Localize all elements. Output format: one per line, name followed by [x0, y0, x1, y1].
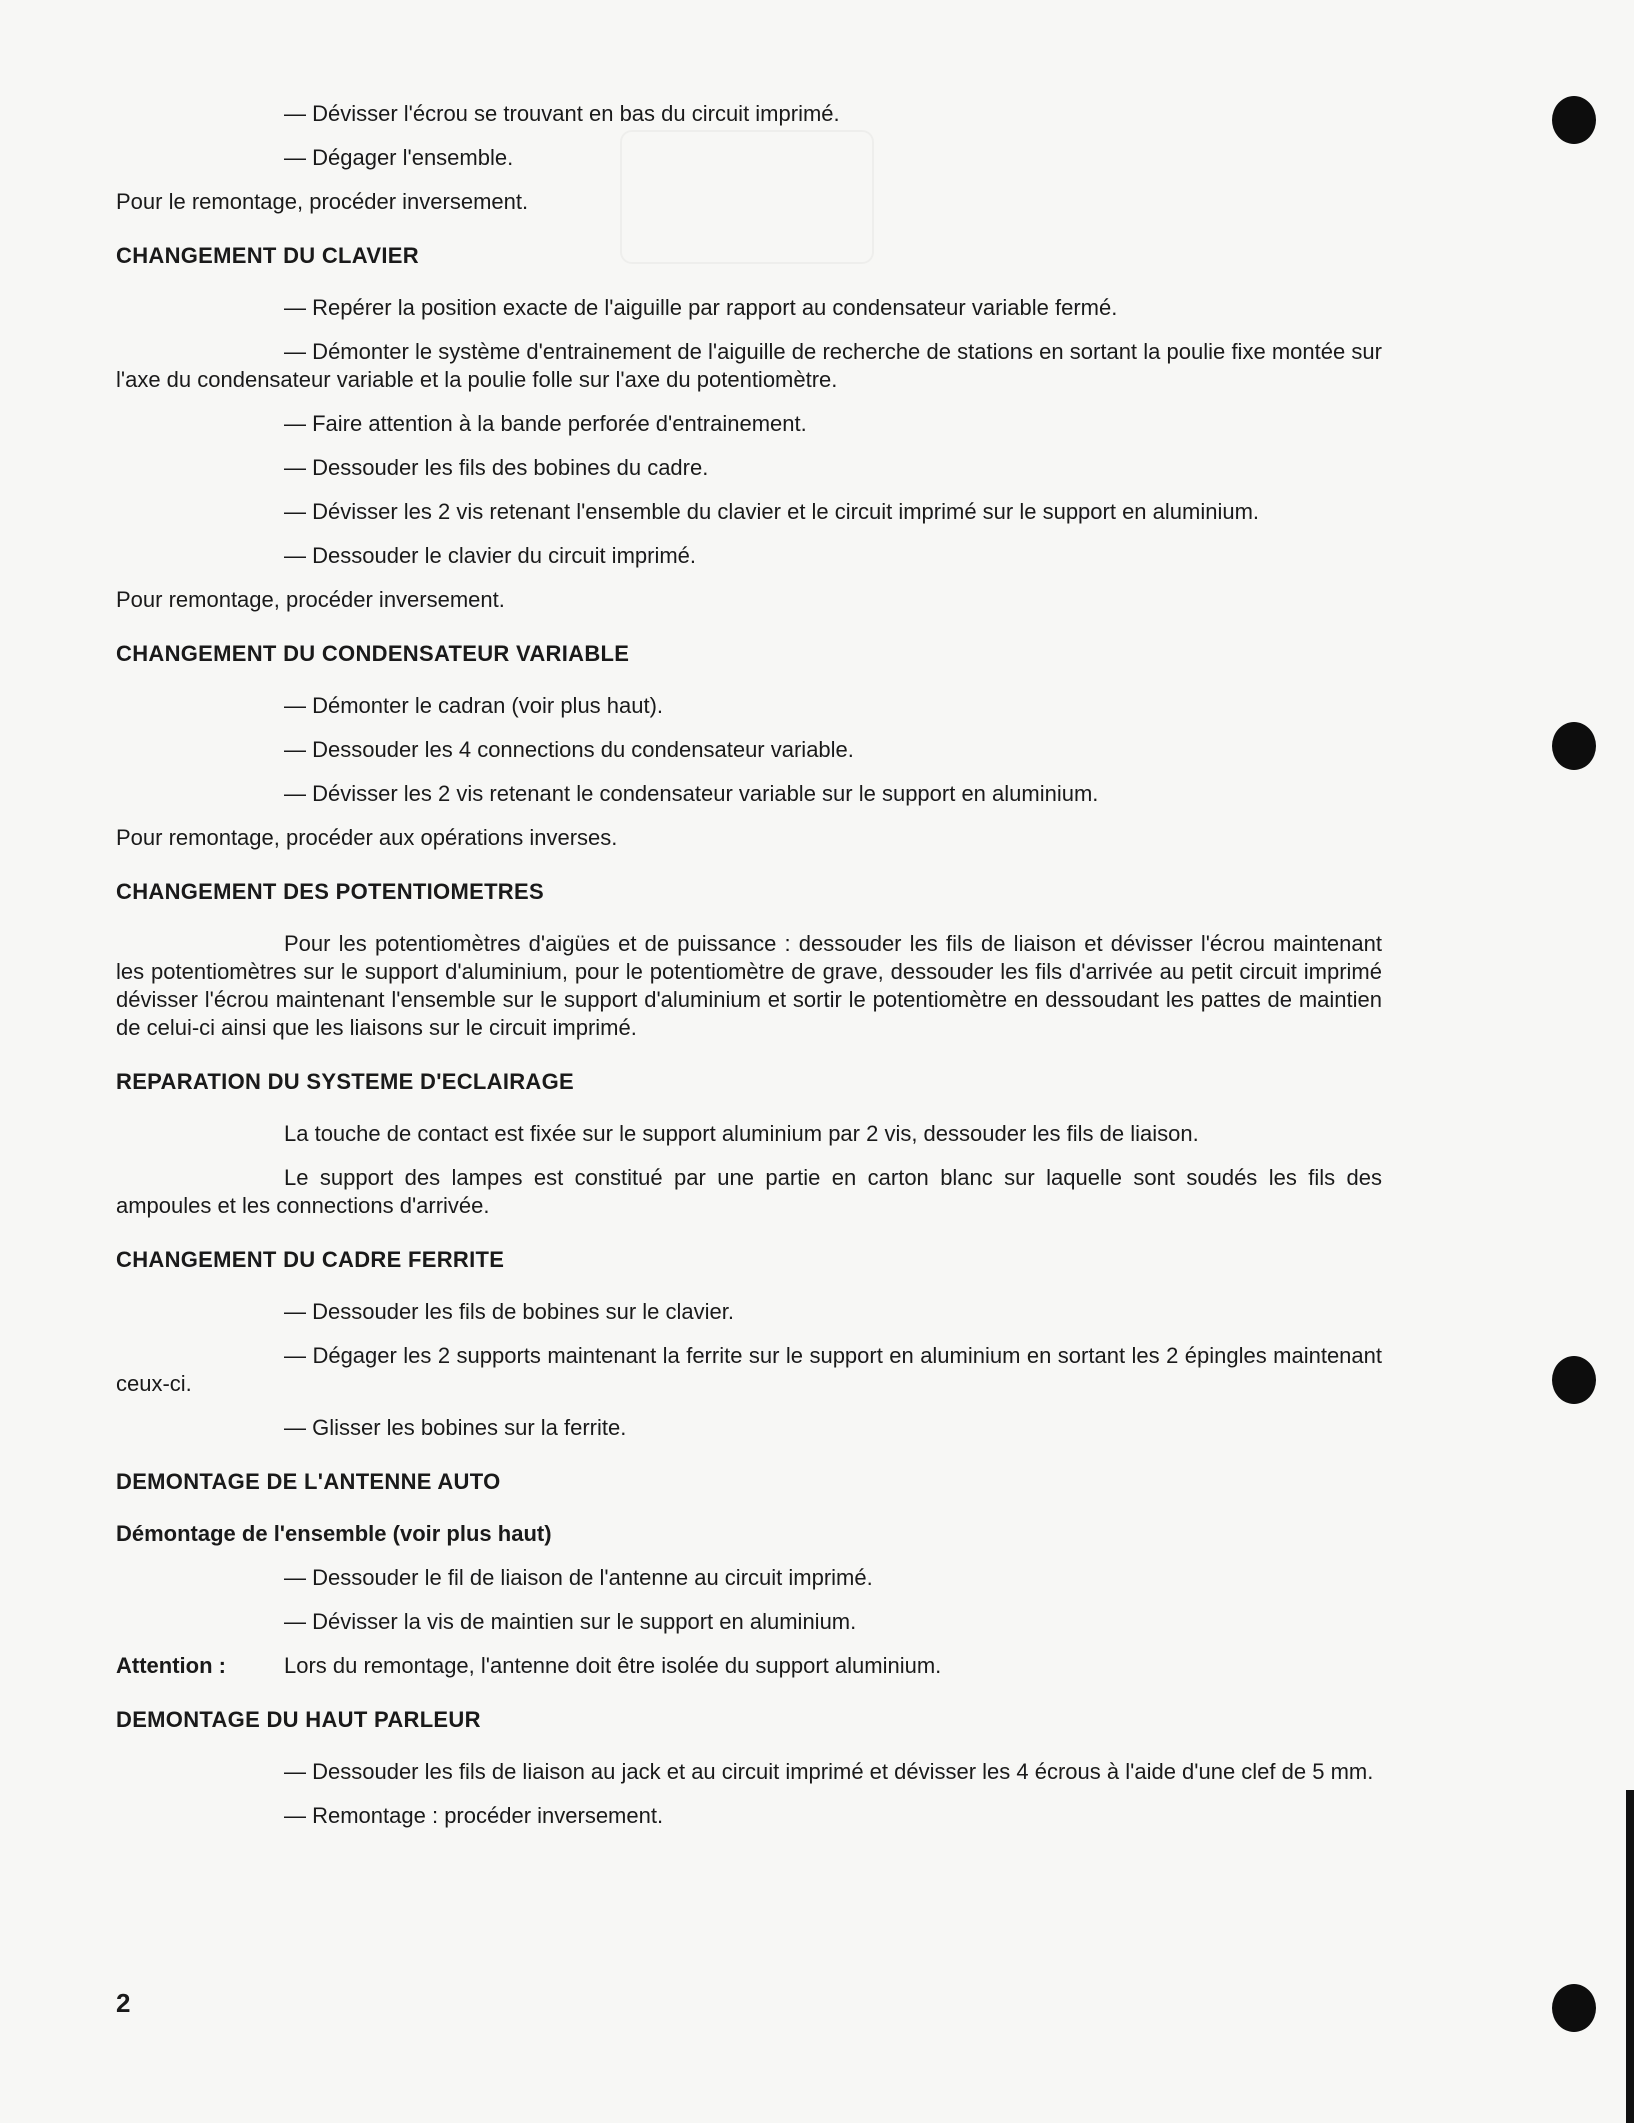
instruction-item: — Dévisser les 2 vis retenant le condensateur variable sur le support en aluminium. [284, 781, 1099, 806]
instruction-item: — Faire attention à la bande perforée d'entrainement. [284, 411, 807, 436]
instruction-item: — Démonter le cadran (voir plus haut). [284, 693, 664, 718]
instruction-paragraph: Le support des lampes est constitué par une partie en carton blanc sur laquelle sont soudés les fils des ampoules et les connections d'arrivée. [116, 1165, 1382, 1218]
attention-note [116, 1652, 1382, 1680]
document-body [116, 100, 1382, 1846]
instruction-item: — Dévisser la vis de maintien sur le support en aluminium. [284, 1609, 857, 1634]
page-edge-shadow [1626, 1790, 1634, 2123]
instruction-paragraph: — Démonter le système d'entrainement de l'aiguille de recherche de stations en sortant la poulie fixe montée sur l'axe du condensateur variable et la poulie folle sur l'axe du potentiomètre. [116, 339, 1382, 392]
binder-hole [1552, 1984, 1596, 2032]
section-heading: REPARATION DU SYSTEME D'ECLAIRAGE [116, 1069, 575, 1094]
instruction-item: — Glisser les bobines sur la ferrite. [284, 1415, 627, 1440]
instruction-item: — Dessouder le fil de liaison de l'antenne au circuit imprimé. [284, 1565, 873, 1590]
instruction-item: — Dessouder les 4 connections du condensateur variable. [284, 737, 854, 762]
attention-text: Lors du remontage, l'antenne doit être isolée du support aluminium. [284, 1653, 942, 1678]
body-text: Pour le remontage, procéder inversement. [116, 189, 529, 214]
instruction-item: La touche de contact est fixée sur le support aluminium par 2 vis, dessouder les fils de liaison. [284, 1121, 1199, 1146]
instruction-item: — Dégager l'ensemble. [284, 145, 514, 170]
instruction-item: — Remontage : procéder inversement. [284, 1803, 664, 1828]
binder-hole [1552, 96, 1596, 144]
section-heading: DEMONTAGE DE L'ANTENNE AUTO [116, 1469, 501, 1494]
body-text: Pour remontage, procéder inversement. [116, 587, 505, 612]
instruction-item: — Dessouder le clavier du circuit imprimé. [284, 543, 697, 568]
instruction-paragraph: — Dessouder les fils de liaison au jack et au circuit imprimé et dévisser les 4 écrous à l'aide d'une clef de 5 mm. [284, 1759, 1374, 1784]
binder-hole [1552, 1356, 1596, 1404]
instruction-paragraph: Pour les potentiomètres d'aigües et de puissance : dessouder les fils de liaison et dévisser l'écrou maintenant les potentiomètres sur le support d'aluminium, pour le potentiomètre de grave, dessouder les fils d'arrivée au petit circuit imprimé dévisser l'écrou maintenant l'ensemble sur le support d'aluminium et sortir le potentiomètre en dessoudant les pattes de maintien de celui-ci ainsi que les liaisons sur le circuit imprimé. [116, 931, 1382, 1040]
instruction-item: — Dévisser l'écrou se trouvant en bas du circuit imprimé. [284, 101, 840, 126]
subheading: Démontage de l'ensemble (voir plus haut) [116, 1521, 552, 1546]
section-heading: CHANGEMENT DU CADRE FERRITE [116, 1247, 505, 1272]
binder-hole [1552, 722, 1596, 770]
instruction-item: — Dévisser les 2 vis retenant l'ensemble du clavier et le circuit imprimé sur le support en aluminium. [284, 499, 1260, 524]
instruction-item: — Dessouder les fils de bobines sur le clavier. [284, 1299, 734, 1324]
section-heading: DEMONTAGE DU HAUT PARLEUR [116, 1707, 481, 1732]
section-heading: CHANGEMENT DU CONDENSATEUR VARIABLE [116, 641, 630, 666]
page-number: 2 [116, 1988, 131, 2018]
instruction-item: — Repérer la position exacte de l'aiguille par rapport au condensateur variable fermé. [284, 295, 1118, 320]
section-heading: CHANGEMENT DU CLAVIER [116, 243, 419, 268]
instruction-item: — Dessouder les fils des bobines du cadre. [284, 455, 709, 480]
body-text: Pour remontage, procéder aux opérations inverses. [116, 825, 618, 850]
section-heading: CHANGEMENT DES POTENTIOMETRES [116, 879, 544, 904]
attention-label: Attention : [116, 1653, 226, 1678]
instruction-paragraph: — Dégager les 2 supports maintenant la ferrite sur le support en aluminium en sortant les 2 épingles maintenant ceux-ci. [116, 1343, 1382, 1396]
